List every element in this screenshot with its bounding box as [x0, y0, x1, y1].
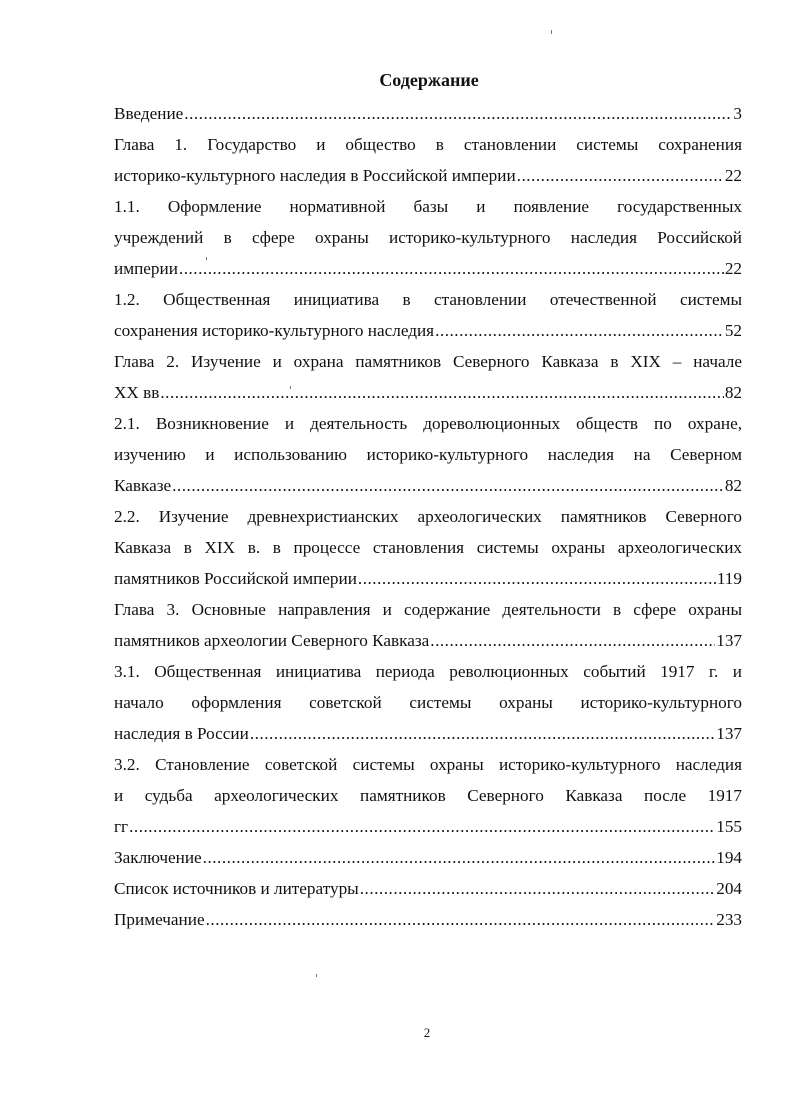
dot-leader [358, 563, 716, 594]
toc-entry-title: гг [114, 817, 129, 836]
toc-entry[interactable] [114, 408, 742, 501]
toc-entry-page: 82 [724, 476, 742, 495]
scan-speck [551, 30, 552, 34]
toc-entry-last-line [114, 315, 742, 346]
toc-entry[interactable] [114, 594, 742, 656]
toc-entry-title: Заключение [114, 848, 202, 867]
toc-entry-last-line [114, 470, 742, 501]
toc-entry-page: 137 [716, 724, 742, 743]
toc-entry-line: 2.1. Возникновение и деятельность дореволюционных обществ по охране, [114, 414, 742, 433]
dot-leader [435, 315, 724, 346]
toc-entry-line: и судьба археологических памятников Северного Кавказа после 1917 [114, 786, 742, 805]
toc-entry-line: изучению и использованию историко-культурного наследия на Северном [114, 445, 742, 464]
toc-entry-title: империи [114, 259, 178, 278]
toc-entry-line: начало оформления советской системы охраны историко-культурного [114, 693, 742, 712]
scan-speck [316, 974, 317, 977]
toc-entry-title: Примечание [114, 910, 205, 929]
toc-entry-page: 155 [716, 817, 742, 836]
toc-entry-page: 204 [716, 879, 742, 898]
toc-entry-line: 1.2. Общественная инициатива в становлении отечественной системы [114, 290, 742, 309]
toc-entry[interactable] [114, 904, 742, 935]
table-of-contents [114, 98, 742, 935]
page-title: Содержание [379, 70, 479, 90]
toc-entry-last-line [114, 160, 742, 191]
toc-entry-page: 194 [716, 848, 742, 867]
toc-entry-last-line [114, 842, 742, 873]
toc-entry[interactable] [114, 191, 742, 284]
toc-entry-page: 52 [724, 321, 742, 340]
toc-entry-last-line [114, 625, 742, 656]
dot-leader [184, 98, 732, 129]
toc-entry-title: Введение [114, 104, 184, 123]
toc-entry-title: историко-культурного наследия в Российской империи [114, 166, 516, 185]
toc-entry-title: XX вв [114, 383, 160, 402]
toc-entry-title: памятников Российской империи [114, 569, 357, 588]
dot-leader [129, 811, 715, 842]
toc-entry-line: учреждений в сфере охраны историко-культурного наследия Российской [114, 228, 742, 247]
toc-entry[interactable] [114, 749, 742, 842]
dot-leader [206, 904, 716, 935]
toc-entry-last-line [114, 98, 742, 129]
toc-entry-title: памятников археологии Северного Кавказа [114, 631, 430, 650]
toc-entry-last-line [114, 377, 742, 408]
toc-entry-last-line [114, 904, 742, 935]
toc-entry[interactable] [114, 129, 742, 191]
page-number: 2 [423, 1025, 431, 1040]
toc-entry-line: 2.2. Изучение древнехристианских археологических памятников Северного [114, 507, 742, 526]
toc-entry-last-line [114, 563, 742, 594]
toc-entry[interactable] [114, 501, 742, 594]
toc-entry-last-line [114, 811, 742, 842]
scan-speck [290, 386, 291, 389]
toc-entry-line: Кавказа в XIX в. в процессе становления системы охраны археологических [114, 538, 742, 557]
toc-entry-last-line [114, 253, 742, 284]
dot-leader [179, 253, 724, 284]
toc-entry-line: 3.1. Общественная инициатива периода революционных событий 1917 г. и [114, 662, 742, 681]
toc-entry[interactable] [114, 656, 742, 749]
dot-leader [250, 718, 715, 749]
toc-entry-line: Глава 1. Государство и общество в становлении системы сохранения [114, 135, 742, 154]
toc-entry-title: Кавказе [114, 476, 172, 495]
toc-entry[interactable] [114, 842, 742, 873]
toc-entry-line: 1.1. Оформление нормативной базы и появление государственных [114, 197, 742, 216]
scan-speck [206, 257, 207, 260]
toc-entry[interactable] [114, 98, 742, 129]
toc-entry-page: 233 [716, 910, 742, 929]
toc-entry[interactable] [114, 873, 742, 904]
toc-entry-page: 22 [724, 166, 742, 185]
dot-leader [430, 625, 715, 656]
toc-entry-line: Глава 2. Изучение и охрана памятников Северного Кавказа в XIX – начале [114, 352, 742, 371]
toc-entry[interactable] [114, 284, 742, 346]
dot-leader [203, 842, 716, 873]
toc-entry-title: Список источников и литературы [114, 879, 359, 898]
toc-entry-page: 22 [724, 259, 742, 278]
toc-entry-line: 3.2. Становление советской системы охраны историко-культурного наследия [114, 755, 742, 774]
toc-entry-title: сохранения историко-культурного наследия [114, 321, 435, 340]
dot-leader [517, 160, 724, 191]
toc-entry-last-line [114, 718, 742, 749]
toc-entry[interactable] [114, 346, 742, 408]
toc-entry-line: Глава 3. Основные направления и содержание деятельности в сфере охраны [114, 600, 742, 619]
toc-entry-page: 119 [716, 569, 742, 588]
dot-leader [360, 873, 715, 904]
toc-entry-page: 137 [716, 631, 742, 650]
toc-entry-title: наследия в России [114, 724, 249, 743]
toc-entry-last-line [114, 873, 742, 904]
toc-entry-page: 3 [733, 104, 742, 123]
dot-leader [160, 377, 723, 408]
dot-leader [172, 470, 724, 501]
toc-entry-page: 82 [724, 383, 742, 402]
